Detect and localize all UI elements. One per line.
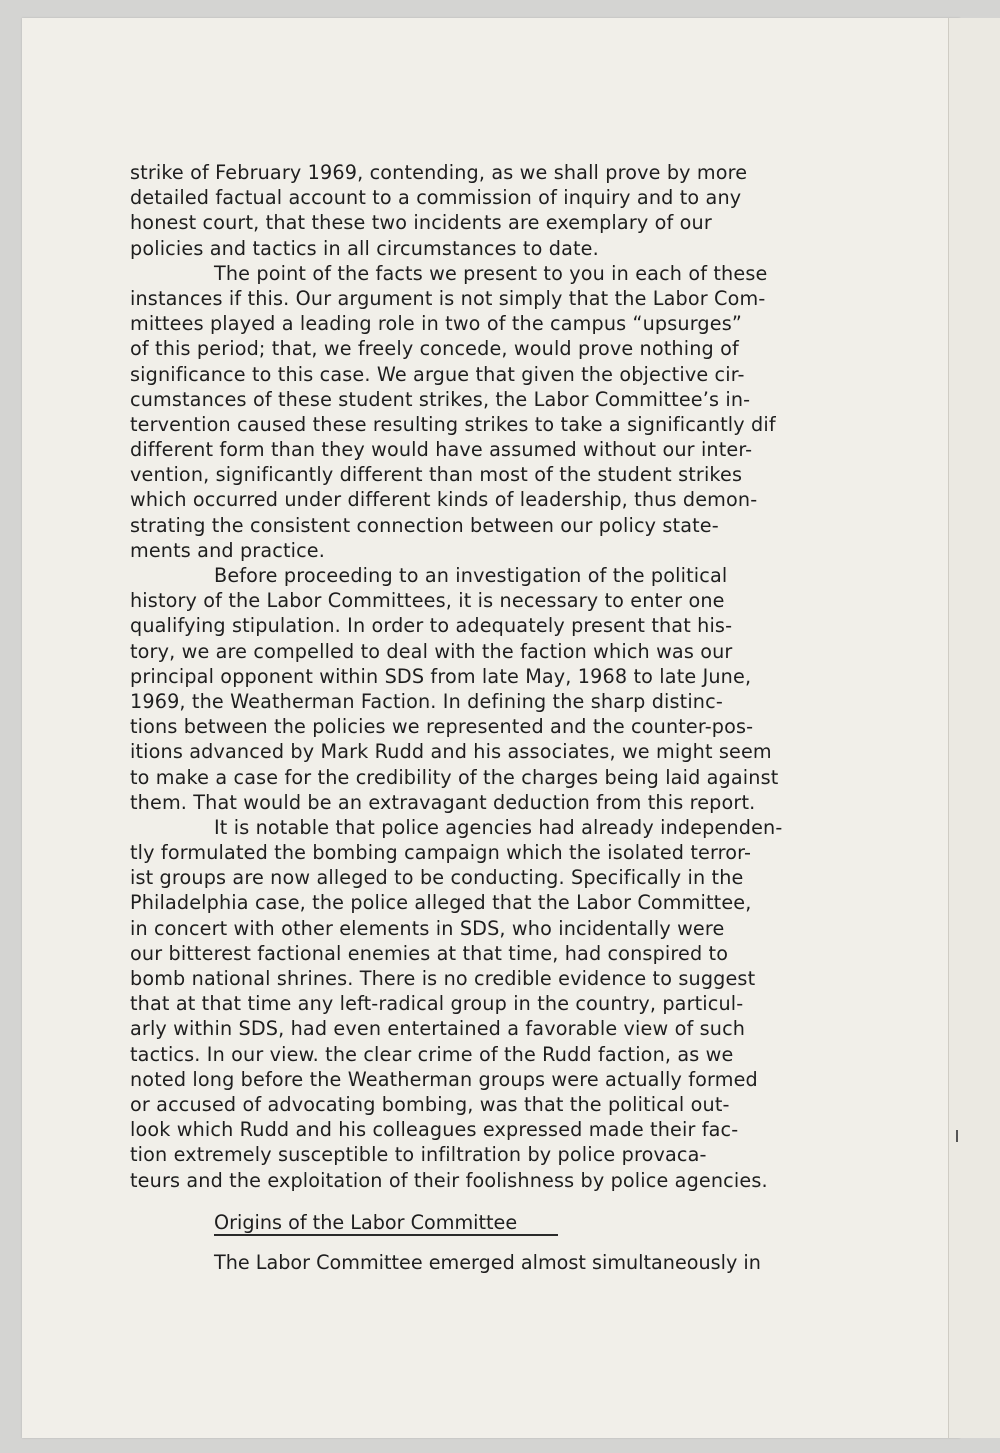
text-line: our bitterest factional enemies at that time, had conspired to — [130, 941, 729, 965]
text-line: tions between the policies we represented and the counter-pos- — [130, 715, 754, 739]
text-line: look which Rudd and his colleagues expressed made their fac- — [130, 1118, 739, 1142]
text-line: tactics. In our view. the clear crime of the Rudd faction, as we — [130, 1042, 734, 1066]
text-line: in concert with other elements in SDS, who incidentally were — [130, 916, 725, 940]
text-line: or accused of advocating bombing, was that the political out- — [130, 1092, 730, 1116]
text-line: noted long before the Weatherman groups were actually formed — [130, 1067, 758, 1091]
body-text — [130, 160, 840, 1193]
text-line: Philadelphia case, the police alleged that the Labor Committee, — [130, 891, 752, 915]
text-line: instances if this. Our argument is not simply that the Labor Com- — [130, 286, 766, 310]
text-line: which occurred under different kinds of leadership, thus demon- — [130, 488, 758, 512]
text-line: arly within SDS, had even entertained a favorable view of such — [130, 1017, 746, 1041]
text-line: 1969, the Weatherman Faction. In defining the sharp distinc- — [130, 689, 723, 713]
text-line: cumstances of these student strikes, the Labor Committee’s in- — [130, 387, 751, 411]
text-line: ments and practice. — [130, 538, 326, 562]
section-heading: Origins of the Labor Committee — [214, 1211, 518, 1234]
text-line: tory, we are compelled to deal with the faction which was our — [130, 639, 733, 663]
text-line: different form than they would have assumed without our inter- — [130, 438, 753, 462]
text-line: Before proceeding to an investigation of the political — [214, 564, 728, 587]
text-line: qualifying stipulation. In order to adequately present that his- — [130, 614, 733, 638]
text-line: The point of the facts we present to you in each of these — [214, 261, 768, 285]
text-line: strating the consistent connection between our policy state- — [130, 513, 719, 537]
text-line: ist groups are now alleged to be conducting. Specifically in the — [130, 866, 744, 890]
heading-underline — [214, 1234, 558, 1236]
text-line: principal opponent within SDS from late May, 1968 to late June, — [130, 664, 752, 688]
text-line: It is notable that police agencies had already independen- — [214, 815, 783, 839]
text-line: them. That would be an extravagant deduction from this report. — [130, 790, 756, 814]
text-line: of this period; that, we freely concede, would prove nothing of — [130, 337, 739, 361]
text-line: mittees played a leading role in two of the campus “upsurges” — [130, 312, 742, 336]
text-line: tly formulated the bombing campaign which the isolated terror- — [130, 841, 752, 865]
text-line: bomb national shrines. There is no credible evidence to suggest — [130, 967, 756, 990]
page-mark — [956, 1130, 958, 1142]
text-line: detailed factual account to a commission of inquiry and to any — [130, 186, 742, 210]
text-line: history of the Labor Committees, it is necessary to enter one — [130, 589, 725, 613]
text-line: tervention caused these resulting strikes to take a significantly dif — [130, 412, 776, 436]
text-line: that at that time any left-radical group in the country, particul- — [130, 992, 744, 1016]
text-line: itions advanced by Mark Rudd and his associates, we might seem — [130, 740, 772, 764]
text-line: policies and tactics in all circumstances to date. — [130, 236, 599, 260]
text-line: The Labor Committee emerged almost simultaneously in — [214, 1251, 761, 1274]
text-line: strike of February 1969, contending, as we shall prove by more — [130, 161, 748, 184]
text-line: significance to this case. We argue that given the objective cir- — [130, 362, 745, 386]
adjacent-page-edge — [948, 18, 1000, 1438]
text-line: teurs and the exploitation of their foolishness by police agencies. — [130, 1168, 768, 1192]
text-line: to make a case for the credibility of the charges being laid against — [130, 765, 779, 789]
text-line: vention, significantly different than most of the student strikes — [130, 463, 743, 487]
text-line: tion extremely susceptible to infiltration by police provaca- — [130, 1143, 707, 1167]
text-line: honest court, that these two incidents are exemplary of our — [130, 211, 712, 235]
